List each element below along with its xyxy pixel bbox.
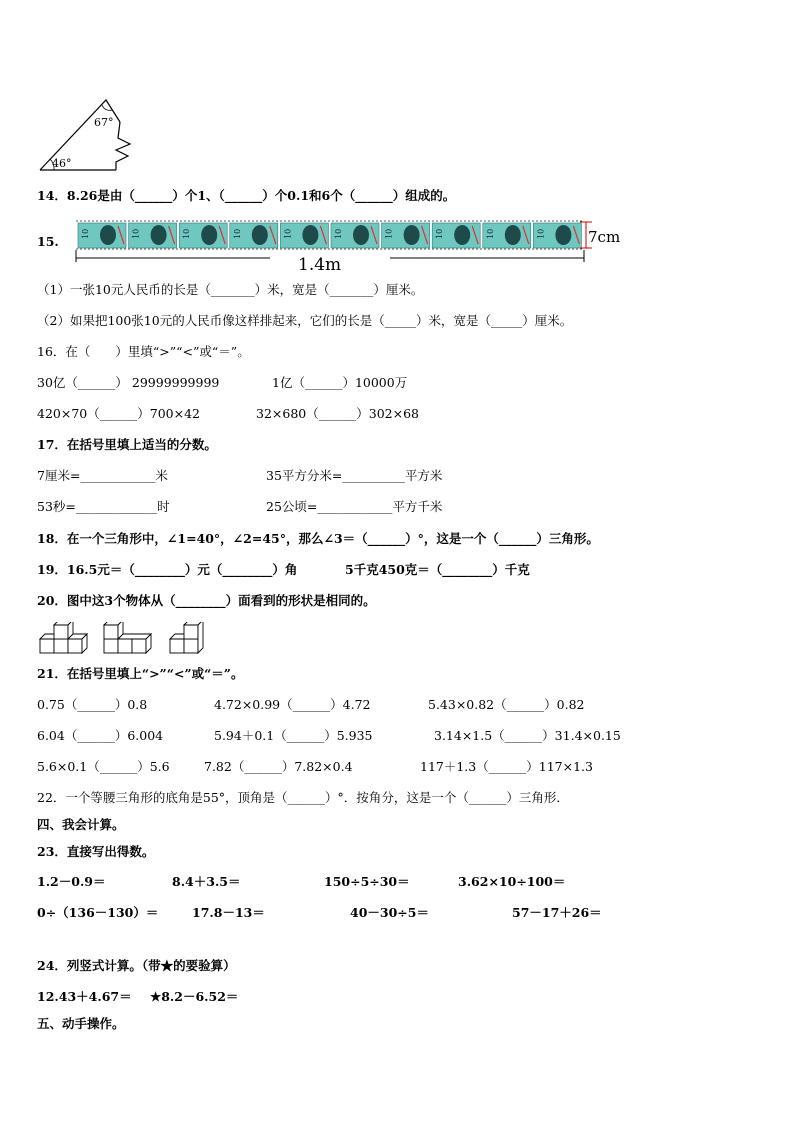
angle-67-label: 67° bbox=[94, 116, 114, 129]
money-figure bbox=[72, 218, 632, 274]
banknote-label: 10 bbox=[81, 228, 90, 239]
question-17-b: 35平方分米=__________平方米 bbox=[266, 468, 443, 483]
q23-row2-item1: 0÷（136－130）＝ bbox=[37, 905, 159, 920]
banknote bbox=[533, 223, 581, 248]
q23-row1-item1: 1.2－0.9＝ bbox=[37, 874, 106, 889]
banknote-label: 10 bbox=[435, 228, 445, 239]
section-4-heading: 四、我会计算。 bbox=[37, 817, 125, 832]
length-label: 1.4m bbox=[298, 255, 342, 274]
question-16-c: 420×70（______）700×42 bbox=[37, 406, 200, 421]
banknote bbox=[179, 223, 227, 248]
q21-row1-col2: 4.72×0.99（______）4.72 bbox=[214, 697, 371, 712]
banknote-label: 10 bbox=[384, 228, 394, 239]
question-16-d: 32×680（______）302×68 bbox=[256, 406, 419, 421]
question-19-b: 5千克450克＝（________）千克 bbox=[345, 562, 530, 577]
question-15-part-2: （2）如果把100张10元的人民币像这样排起来，它们的长是（_____）米，宽是（_____）厘米。 bbox=[37, 313, 573, 328]
banknote-label: 10 bbox=[536, 228, 546, 239]
banknote bbox=[382, 223, 430, 248]
q21-row3-col3: 117＋1.3（______）117×1.3 bbox=[420, 759, 593, 774]
question-15-number: 15. bbox=[37, 234, 59, 249]
question-24: 24．列竖式计算。（带★的要验算） bbox=[37, 958, 236, 973]
question-20: 20．图中这3个物体从（________）面看到的形状是相同的。 bbox=[37, 593, 376, 608]
section-5-heading: 五、动手操作。 bbox=[37, 1016, 125, 1031]
banknote bbox=[129, 223, 177, 248]
width-label: 7cm bbox=[588, 228, 621, 246]
question-17: 17．在括号里填上适当的分数。 bbox=[37, 437, 217, 452]
q21-row3-col1: 5.6×0.1（______）5.6 bbox=[37, 759, 170, 774]
angle-46-label: 46° bbox=[52, 157, 72, 170]
banknote bbox=[432, 223, 480, 248]
question-22: 22．一个等腰三角形的底角是55°，顶角是（______）°．按角分，这是一个（______）三角形． bbox=[37, 790, 569, 805]
q23-row2-item3: 40－30÷5＝ bbox=[350, 905, 429, 920]
q24-item2: ★8.2－6.52＝ bbox=[150, 989, 239, 1004]
q23-row2-item2: 17.8－13＝ bbox=[192, 905, 265, 920]
q23-row1-item2: 8.4＋3.5＝ bbox=[172, 874, 241, 889]
q23-row1-item3: 150÷5÷30＝ bbox=[324, 874, 410, 889]
banknote bbox=[230, 223, 278, 248]
q21-row1-col1: 0.75（______）0.8 bbox=[37, 697, 148, 712]
question-18: 18．在一个三角形中，∠1=40°，∠2=45°，那么∠3＝（______）°，这是一个（______）三角形。 bbox=[37, 531, 599, 546]
banknote-label: 10 bbox=[283, 228, 293, 239]
banknote bbox=[280, 223, 328, 248]
banknote-label: 10 bbox=[182, 228, 192, 239]
q21-row1-col3: 5.43×0.82（______）0.82 bbox=[428, 697, 585, 712]
q21-row2-col3: 3.14×1.5（______）31.4×0.15 bbox=[434, 728, 621, 743]
question-16: 16．在（ ）里填“>”“<”或“＝”。 bbox=[37, 344, 250, 359]
question-19-a: 19．16.5元＝（________）元（________）角 bbox=[37, 562, 298, 577]
banknote-label: 10 bbox=[485, 228, 495, 239]
banknote-label: 10 bbox=[131, 228, 141, 239]
banknote bbox=[483, 223, 531, 248]
question-17-d: 25公顷=____________平方千米 bbox=[266, 499, 443, 514]
q24-item1: 12.43＋4.67＝ bbox=[37, 989, 132, 1004]
triangle-figure bbox=[38, 96, 134, 176]
question-14: 14．8.26是由（______）个1、（______）个0.1和6个（______）组成的。 bbox=[37, 188, 456, 203]
banknote-label: 10 bbox=[334, 228, 343, 239]
question-21: 21．在括号里填上“>”“<”或“＝”。 bbox=[37, 666, 244, 681]
question-16-a: 30亿（______） 29999999999 bbox=[37, 375, 220, 390]
banknote bbox=[78, 223, 126, 248]
question-15-part-1: （1）一张10元人民币的长是（_______）米，宽是（_______）厘米。 bbox=[37, 282, 424, 297]
question-17-a: 7厘米=____________米 bbox=[37, 468, 168, 483]
question-16-b: 1亿（______）10000万 bbox=[272, 375, 408, 390]
banknote-label: 10 bbox=[232, 228, 242, 239]
banknote bbox=[331, 223, 379, 248]
cube-objects-figure bbox=[38, 622, 218, 656]
q21-row2-col1: 6.04（______）6.004 bbox=[37, 728, 164, 743]
q23-row2-item4: 57－17＋26＝ bbox=[512, 905, 602, 920]
q21-row3-col2: 7.82（______）7.82×0.4 bbox=[204, 759, 353, 774]
q23-row1-item4: 3.62×10÷100＝ bbox=[458, 874, 566, 889]
question-17-c: 53秒=_____________时 bbox=[37, 499, 170, 514]
question-23: 23．直接写出得数。 bbox=[37, 844, 155, 859]
q21-row2-col2: 5.94＋0.1（______）5.935 bbox=[214, 728, 373, 743]
